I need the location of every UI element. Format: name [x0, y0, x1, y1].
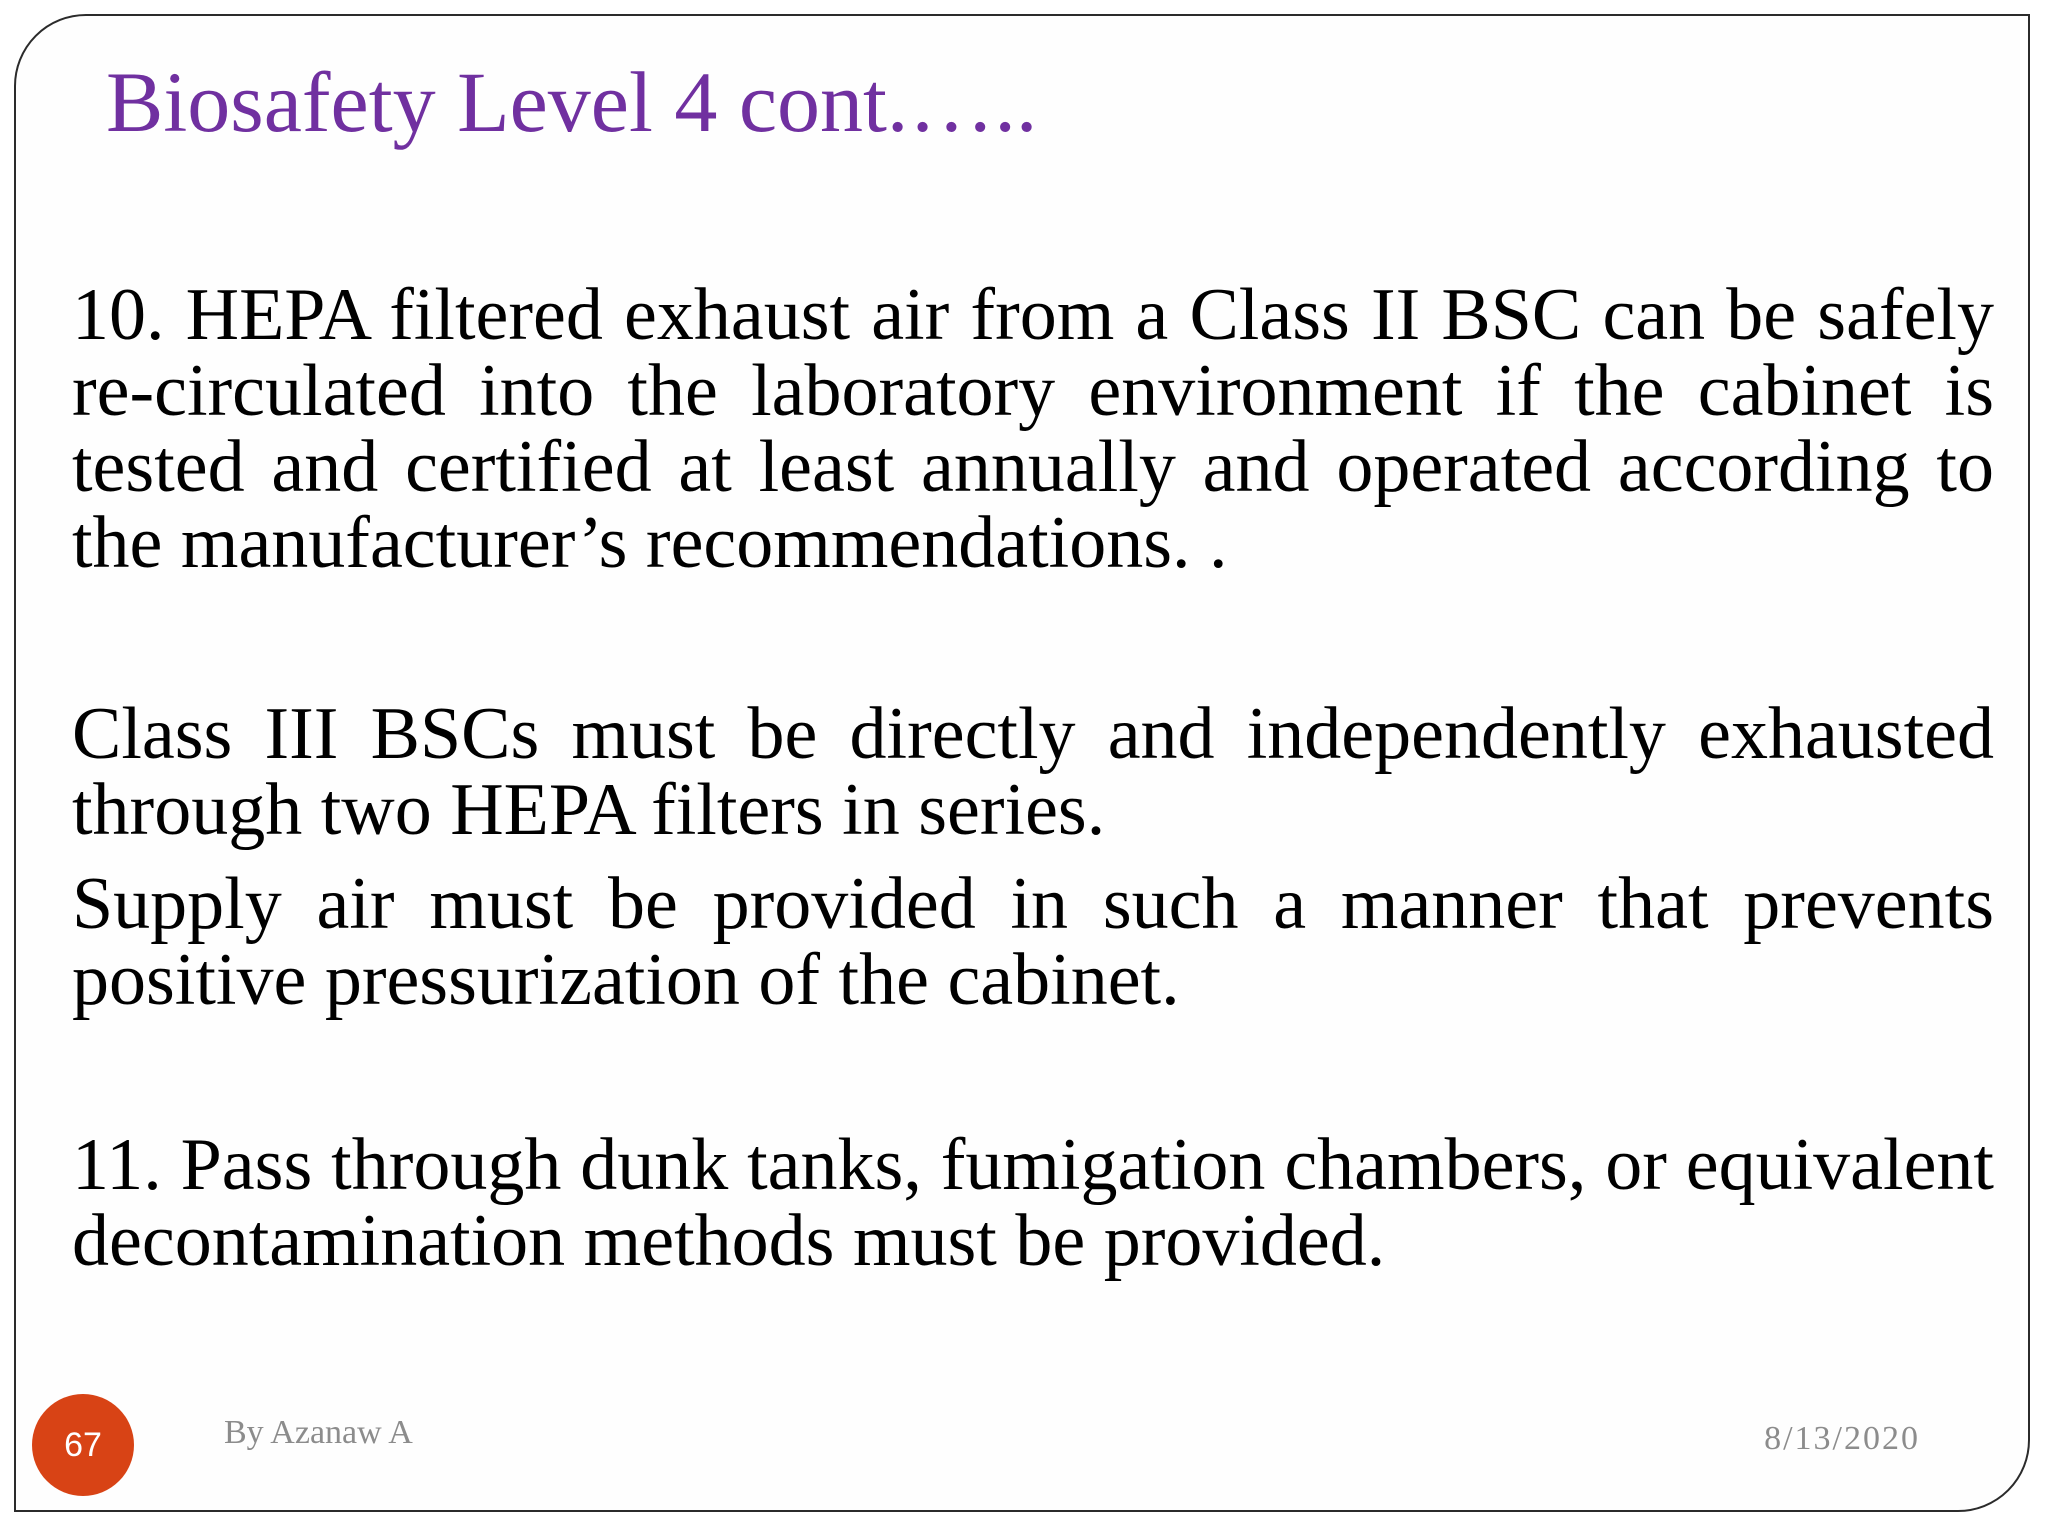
page-number-badge: 67 — [32, 1394, 134, 1496]
paragraph-item-11: 11. Pass through dunk tanks, fumigation chambers, or equivalent decontamination methods must be provided. — [72, 1124, 1994, 1282]
footer-author: By Azanaw A — [224, 1414, 413, 1451]
paragraph-supply-air: Supply air must be provided in such a manner that prevents positive pressurization of the cabinet. — [72, 863, 1994, 1021]
paragraph-item-10: 10. HEPA filtered exhaust air from a Class II BSC can be safely re-circulated into the laboratory environment if the cabinet is tested and certified at least annually and operated according to the manufacturer’s recommendations. . — [72, 274, 1994, 584]
footer-date: 8/13/2020 — [1764, 1420, 1920, 1457]
slide-title: Biosafety Level 4 cont.….. — [106, 54, 1038, 150]
paragraph-class-iii-bsc: Class III BSCs must be directly and independently exhausted through two HEPA filters in series. — [72, 693, 1994, 851]
